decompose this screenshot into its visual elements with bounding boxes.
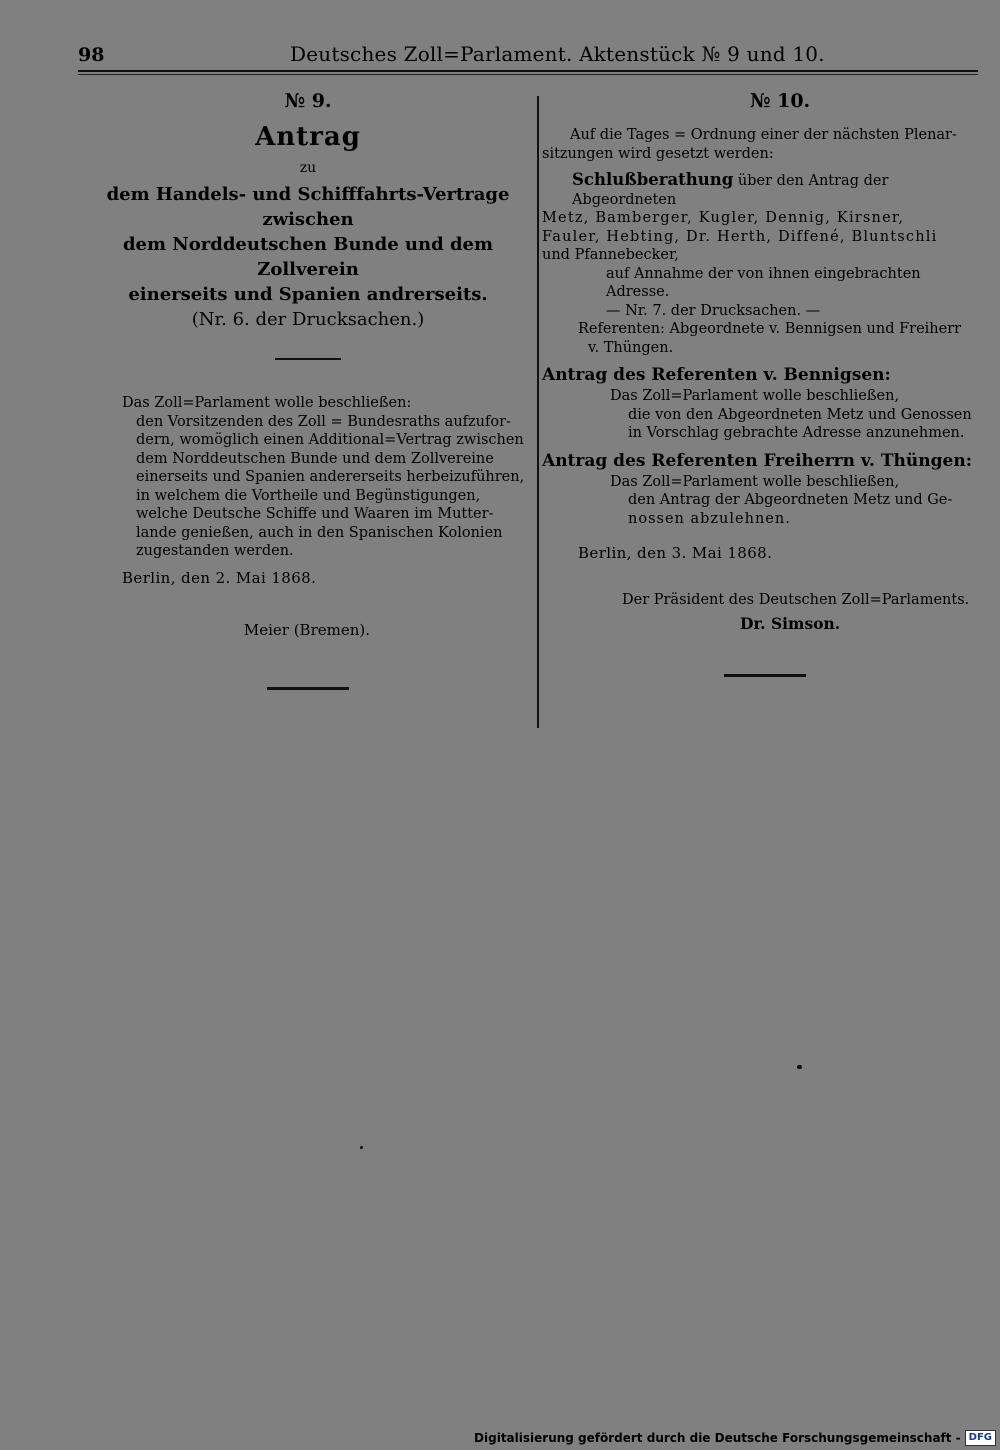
names-line: Fauler, Hebting, Dr. Herth, Diffené, Bluntschli [542, 228, 938, 245]
antrag-bennigsen-line: die von den Abgeordneten Metz und Genossen [628, 406, 972, 423]
document-title: Antrag [255, 122, 361, 152]
names-line: Metz, Bamberger, Kugler, Dennig, Kirsner, [542, 210, 905, 226]
document-nr-10 [542, 86, 978, 677]
motion-line: einerseits und Spanien andererseits herbeizuführen, [136, 469, 525, 485]
motion-intro: Das Zoll=Parlament wolle beschließen: [122, 395, 412, 411]
subtitle-line: dem Handels- und Schifffahrts-Vertrage zwischen [106, 184, 510, 230]
header-rule [78, 70, 978, 72]
agenda-intro-line: Auf die Tages = Ordnung einer der nächsten Plenar- [570, 127, 957, 143]
motion-text [90, 413, 526, 561]
dfg-logo: DFG [965, 1430, 996, 1446]
column-divider [537, 96, 539, 728]
president-title: Der Präsident des Deutschen Zoll=Parlaments. [622, 591, 970, 608]
document-nr-9 [90, 86, 526, 690]
motion-line: den Vorsitzenden des Zoll = Bundesraths aufzufor- [136, 413, 511, 430]
header-rule-thin [78, 74, 978, 75]
page-number: 98 [78, 44, 105, 66]
section-rule [275, 358, 341, 360]
schlussberathung-label: Schlußberathung [572, 170, 734, 189]
schlussberathung-text: über den Antrag der Abgeordneten [572, 173, 889, 208]
subtitle-line: einerseits und Spanien andrerseits. [128, 284, 488, 305]
antrag-bennigsen-line: in Vorschlag gebrachte Adresse anzunehmen. [628, 425, 965, 441]
document-number: № 10. [749, 90, 811, 112]
motion-line: in welchem die Vortheile und Begünstigungen, [136, 487, 481, 504]
signature: Meier (Bremen). [243, 620, 370, 639]
document-subtitle [90, 182, 526, 332]
digitization-footer [474, 1428, 996, 1448]
dateline: Berlin, den 3. Mai 1868. [578, 544, 773, 562]
antrag-bennigsen-heading: Antrag des Referenten v. Bennigsen: [542, 365, 891, 385]
names-line: und Pfannebecker, [542, 247, 679, 263]
footer-text: Digitalisierung gefördert durch die Deutsche Forschungsgemeinschaft - [474, 1431, 961, 1445]
agenda-intro-line: sitzungen wird gesetzt werden: [542, 145, 774, 162]
title-connector: zu [299, 160, 317, 176]
antrag-thuengen-line: den Antrag der Abgeordneten Metz und Ge- [628, 492, 953, 508]
schlussberathung-line [542, 171, 978, 209]
president-name: Dr. Simson. [740, 614, 841, 633]
referenten-line: v. Thüngen. [588, 339, 674, 356]
scan-speck [797, 1065, 802, 1069]
subtitle-line: (Nr. 6. der Drucksachen.) [191, 309, 425, 330]
motion-line: dem Norddeutschen Bunde und dem Zollvereine [136, 450, 494, 467]
referenten-line: Referenten: Abgeordnete v. Bennigsen und Freiherr [578, 321, 962, 337]
motion-line: lande genießen, auch in den Spanischen Kolonien [136, 524, 503, 541]
page-header [78, 40, 978, 72]
antrag-thuengen-line: Das Zoll=Parlament wolle beschließen, [610, 473, 900, 490]
scan-speck [360, 1146, 363, 1149]
antrag-thuengen-line: nossen abzulehnen. [628, 510, 791, 527]
motion-line: welche Deutsche Schiffe und Waaren im Mutter- [136, 506, 494, 522]
motion-line: zugestanden werden. [136, 543, 294, 559]
dateline: Berlin, den 2. Mai 1868. [122, 568, 317, 587]
subtitle-line: dem Norddeutschen Bunde und dem Zollverein [122, 234, 494, 280]
antrag-bennigsen-line: Das Zoll=Parlament wolle beschließen, [610, 388, 900, 404]
end-rule [724, 674, 806, 677]
drucksachen-ref: — Nr. 7. der Drucksachen. — [606, 302, 821, 319]
antrag-thuengen-heading: Antrag des Referenten Freiherrn v. Thüngen: [542, 450, 972, 471]
running-head: Deutsches Zoll=Parlament. Aktenstück № 9 und 10. [290, 42, 825, 66]
annahme-line: auf Annahme der von ihnen eingebrachten Adresse. [606, 265, 921, 300]
document-number: № 9. [284, 90, 332, 112]
end-rule [267, 687, 349, 690]
motion-line: dern, womöglich einen Additional=Vertrag zwischen [136, 432, 524, 448]
